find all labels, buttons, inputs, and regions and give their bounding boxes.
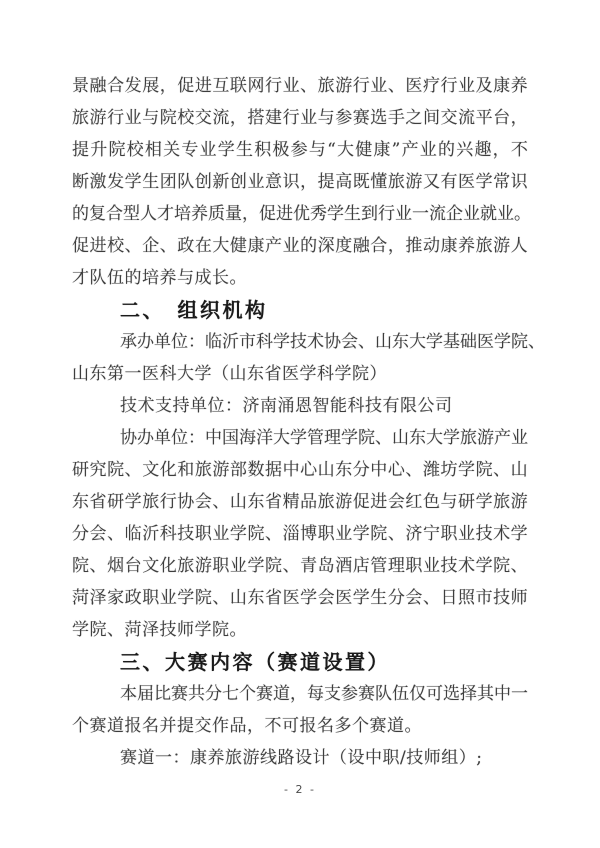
- text-line: 承 办 单 位 ： 临 沂 市 科 学 技 术 协 会 、 山 东 大 学 基 础 医 学 院 、: [120, 332, 545, 352]
- text-line: 个赛道报名并提交作品，不可报名多个赛道。: [72, 716, 422, 736]
- text-line: 学院、菏泽技师学院。: [72, 620, 247, 640]
- section-heading-organization: 二、 组织机构: [120, 298, 268, 322]
- text-line: 山东第一医科大学（山东省医学科学院）: [72, 364, 387, 384]
- text-line: 断 激 发 学 生 团 队 创 新 创 业 意 识 ， 提 高 既 懂 旅 游 又 有 医 学 常 识: [72, 172, 528, 192]
- text-line: 研 究 院 、 文 化 和 旅 游 部 数 据 中 心 山 东 分 中 心 、 潍 坊 学 院 、 山: [72, 460, 528, 480]
- text-line: 院 、 烟 台 文 化 旅 游 职 业 学 院 、 青 岛 酒 店 管 理 职 业 技 术 学 院 、: [72, 556, 528, 576]
- text-line: 东 省 研 学 旅 行 协 会 、 山 东 省 精 品 旅 游 促 进 会 红 色 与 研 学 旅 游: [72, 492, 528, 512]
- section-heading-content: 三、大赛内容（赛道设置）: [120, 650, 390, 674]
- text-line: 技术支持单位：济南涌恩智能科技有限公司: [120, 396, 453, 416]
- text-line: 景 融 合 发 展 ， 促 进 互 联 网 行 业 、 旅 游 行 业 、 医 疗 行 业 及 康 养: [72, 76, 528, 96]
- text-line: 赛道一：康养旅游线路设计（设中职/技师组）;: [120, 748, 483, 768]
- text-line: 本 届 比 赛 共 分 七 个 赛 道 ， 每 支 参 赛 队 伍 仅 可 选 择 其 中 一: [120, 684, 528, 704]
- text-line: 提 升 院 校 相 关 专 业 学 生 积 极 参 与 “ 大 健 康 ” 产 业 的 兴 趣 ， 不: [72, 140, 528, 160]
- text-line: 促 进 校 、 企 、 政 在 大 健 康 产 业 的 深 度 融 合 ， 推 动 康 养 旅 游 人: [72, 236, 528, 256]
- document-body: [72, 70, 545, 774]
- text-line: 协 办 单 位 ： 中 国 海 洋 大 学 管 理 学 院 、 山 东 大 学 旅 游 产 业: [120, 428, 528, 448]
- text-line: 的 复 合 型 人 才 培 养 质 量 ， 促 进 优 秀 学 生 到 行 业 一 流 企 业 就 业 。: [72, 204, 531, 224]
- text-line: 旅 游 行 业 与 院 校 交 流 ， 搭 建 行 业 与 参 赛 选 手 之 间 交 流 平 台 ，: [72, 108, 528, 128]
- text-line: 分 会 、 临 沂 科 技 职 业 学 院 、 淄 博 职 业 学 院 、 济 宁 职 业 技 术 学: [72, 524, 528, 544]
- text-line: 才队伍的培养与成长。: [72, 268, 247, 288]
- page-number: - 2 -: [284, 783, 316, 796]
- text-line: 菏 泽 家 政 职 业 学 院 、 山 东 省 医 学 会 医 学 生 分 会 、 日 照 市 技 师: [72, 588, 528, 608]
